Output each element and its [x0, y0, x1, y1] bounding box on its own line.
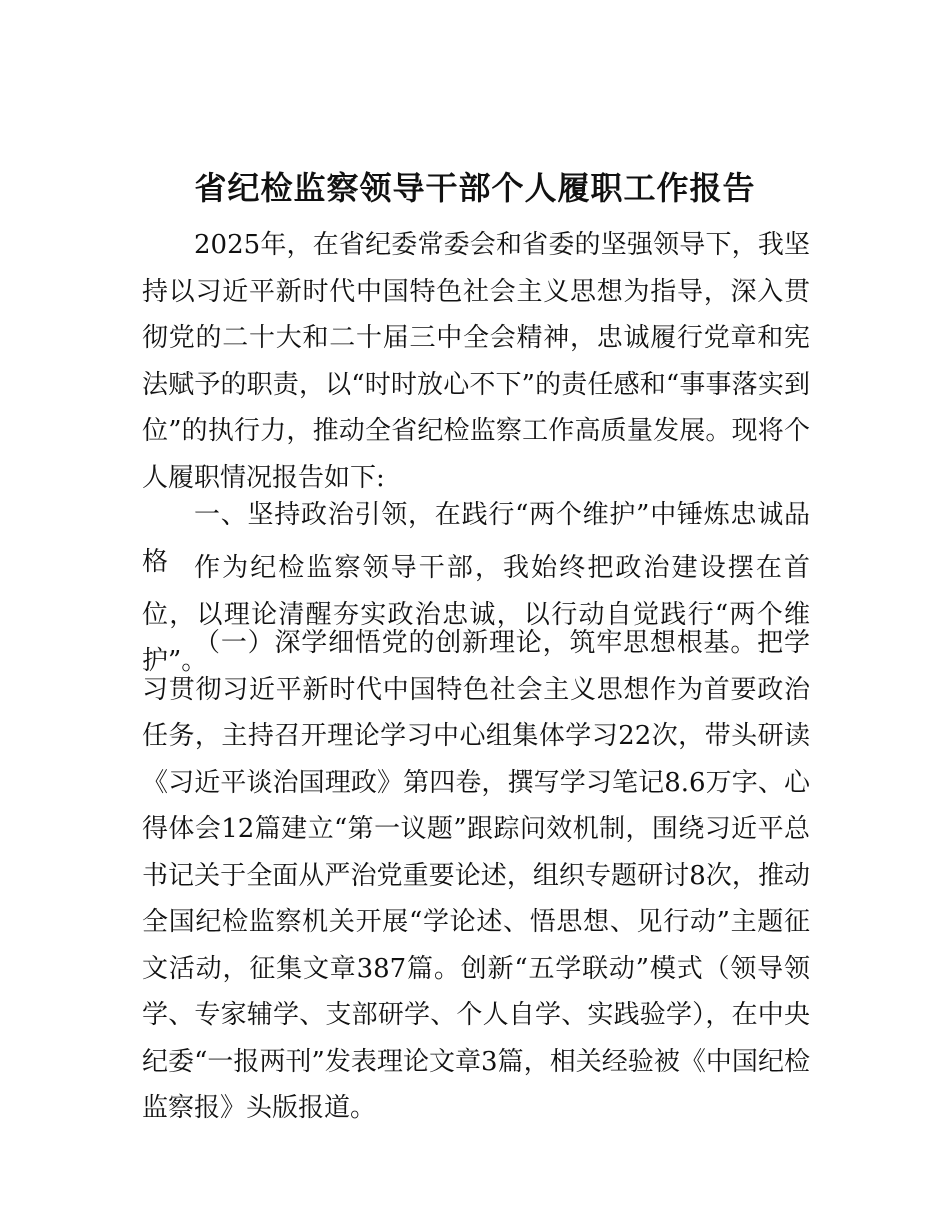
section-heading: 一、坚持政治引领，在践行“两个维护”中锤炼忠诚品格 — [142, 500, 810, 577]
document-title: 省纪检监察领导干部个人履职工作报告 — [194, 169, 756, 207]
section-intro-paragraph: 作为纪检监察领导干部，我始终把政治建设摆在首位，以理论清醒夯实政治忠诚，以行动自觉践行“两个维护”。 — [142, 553, 810, 676]
intro-paragraph: 2025年，在省纪委常委会和省委的坚强领导下，我坚持以习近平新时代中国特色社会主义思想为指导，深入贯彻党的二十大和二十届三中全会精神，忠诚履行党章和宪法赋予的职责，以“时时放心不下”的责任感和“事事落实到位”的执行力，推动全省纪检监察工作高质量发展。现将个人履职情况报告如下: — [142, 230, 810, 493]
section-item-paragraph: （一）深学细悟党的创新理论，筑牢思想根基。把学习贯彻习近平新时代中国特色社会主义思想作为首要政治任务，主持召开理论学习中心组集体学习22次，带头研读《习近平谈治国理政》第四卷，撰写学习笔记8.6万字、心得体会12篇建立“第一议题”跟踪问效机制，围绕习近平总书记关于全面从严治党重要论述，组织专题研讨8次，推动全国纪检监察机关开展“学论述、悟思想、见行动”主题征文活动，征集文章387篇。创新“五学联动”模式（领导领学、专家辅学、支部研学、个人自学、实践验学），在中央纪委“一报两刊”发表理论文章3篇，相关经验被《中国纪检监察报》头版报道。 — [142, 628, 810, 1123]
